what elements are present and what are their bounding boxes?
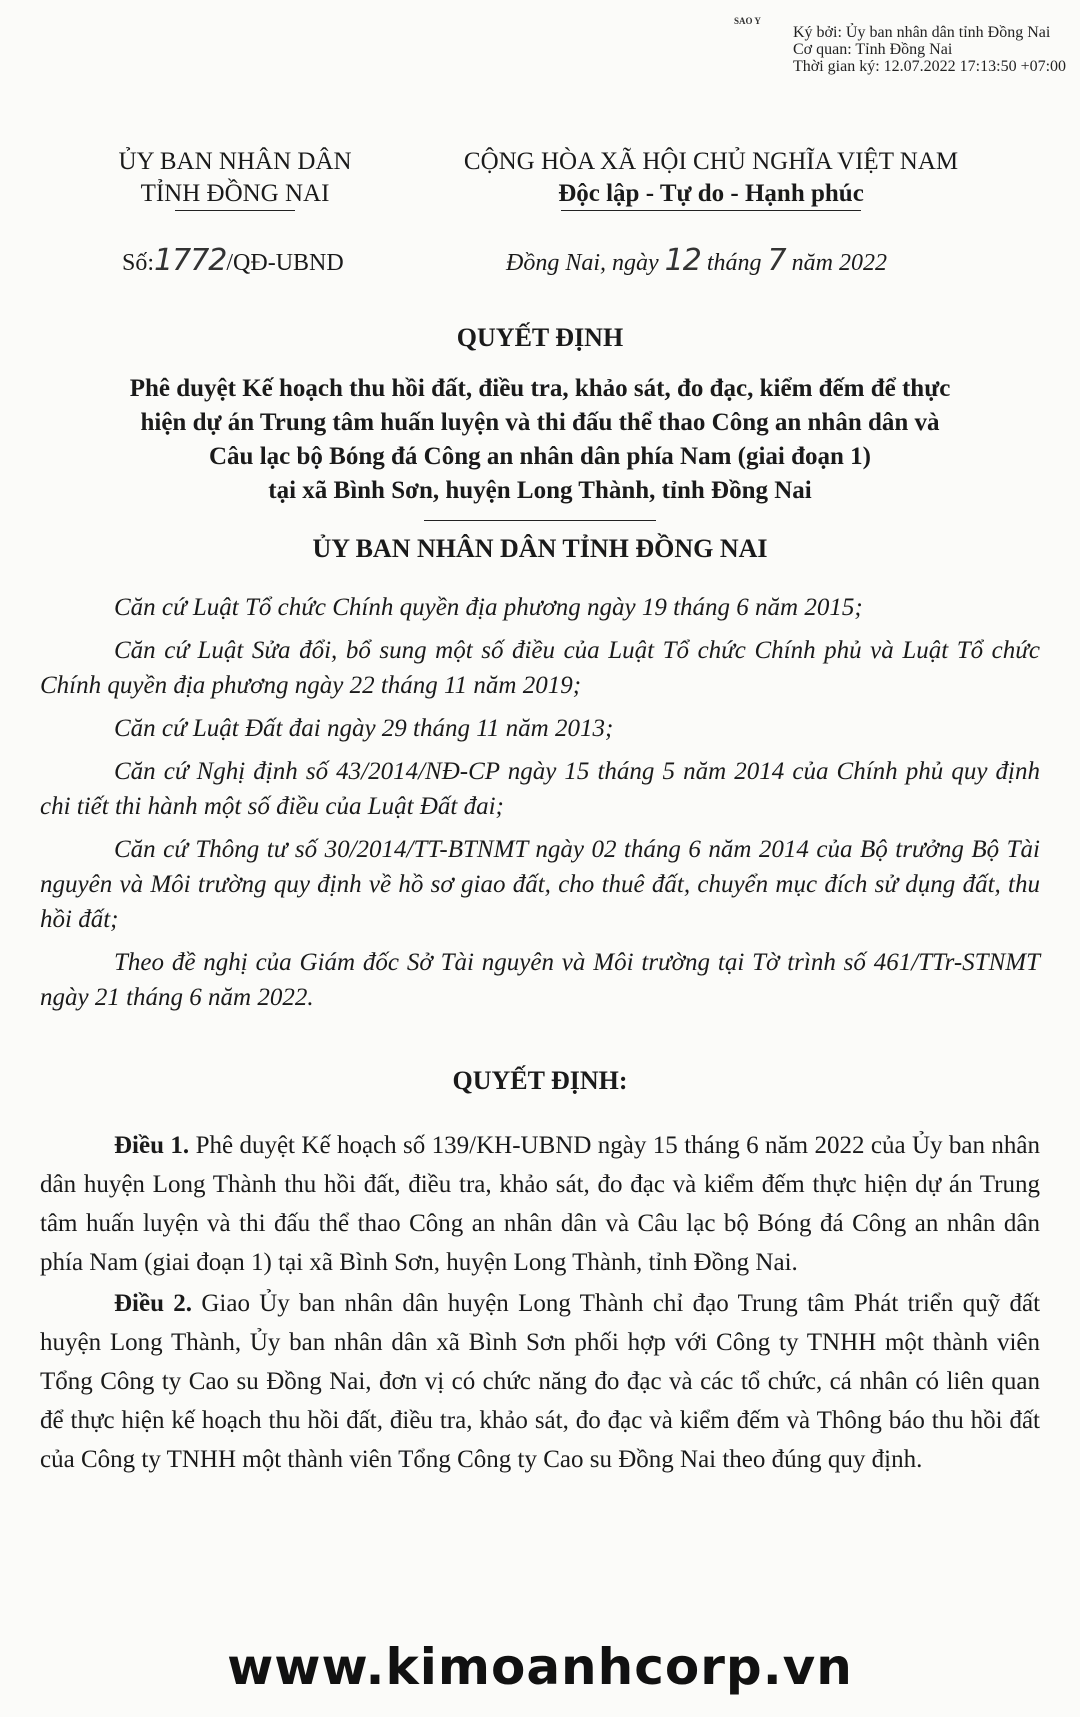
digital-signature-block — [793, 24, 1066, 75]
motto-underline — [561, 210, 861, 211]
decision-title: QUYẾT ĐỊNH: — [452, 1066, 628, 1095]
articles — [40, 1126, 1040, 1479]
basis-paragraph: Theo đề nghị của Giám đốc Sở Tài nguyên và Môi trường tại Tờ trình số 461/TTr-STNMT ngày 21 tháng 6 năm 2022. — [40, 949, 1040, 1011]
nation-line: CỘNG HÒA XÃ HỘI CHỦ NGHĨA VIỆT NAM — [463, 148, 959, 175]
article-1 — [40, 1126, 1040, 1282]
subtitle-separator — [424, 520, 656, 521]
article-label: Điều 1. — [114, 1132, 190, 1159]
article-label: Điều 2. — [114, 1290, 193, 1317]
issuer-header — [90, 146, 380, 211]
handwritten-month: 7 — [767, 243, 786, 278]
signing-time: Thời gian ký: 12.07.2022 17:13:50 +07:00 — [793, 58, 1067, 75]
copy-mark: SAO Y — [734, 16, 761, 26]
motto: Độc lập - Tự do - Hạnh phúc — [558, 180, 864, 207]
issuer-line-1: ỦY BAN NHÂN DÂN — [118, 148, 352, 175]
basis-paragraph: Căn cứ Thông tư số 30/2014/TT-BTNMT ngày 02 tháng 6 năm 2014 của Bộ trưởng Bộ Tài nguyên và Môi trường quy định về hồ sơ giao đất, cho thuê đất, chuyển mục đích sử dụng đất, thu hồi đất; — [40, 836, 1040, 933]
date-prefix: Đồng Nai, ngày — [506, 250, 659, 276]
basis-paragraph: Căn cứ Luật Đất đai ngày 29 tháng 11 năm 2013; — [114, 715, 614, 742]
issuer-line-2: TỈNH ĐỒNG NAI — [140, 180, 330, 207]
article-text: Giao Ủy ban nhân dân huyện Long Thành chỉ đạo Trung tâm Phát triển quỹ đất huyện Long Thành, Ủy ban nhân dân xã Bình Sơn phối hợp với Công ty TNHH một thành viên Tổng Công ty Cao su Đồng Nai, đơn vị có chức năng đo đạc và các tổ chức, cá nhân có liên quan để thực hiện kế hoạch thu hồi đất, điều tra, khảo sát, đo đạc và kiểm đếm và Thông báo thu hồi đất của Công ty TNHH một thành viên Tổng Công ty Cao su Đồng Nai theo đúng quy định. — [40, 1290, 1041, 1473]
basis-paragraph: Căn cứ Luật Tổ chức Chính quyền địa phương ngày 19 tháng 6 năm 2015; — [114, 594, 863, 621]
subtitle-line: hiện dự án Trung tâm huấn luyện và thi đấu thể thao Công an nhân dân và — [140, 409, 940, 436]
date-year: năm 2022 — [791, 250, 887, 276]
issuer-underline — [175, 210, 295, 211]
subtitle-line: Phê duyệt Kế hoạch thu hồi đất, điều tra, khảo sát, đo đạc, kiểm đếm để thực — [129, 375, 951, 402]
document-number — [122, 243, 344, 278]
legal-basis — [40, 590, 1040, 1015]
issuing-authority: ỦY BAN NHÂN DÂN TỈNH ĐỒNG NAI — [312, 534, 768, 563]
date-month-label: tháng — [706, 250, 762, 276]
subtitle-line: tại xã Bình Sơn, huyện Long Thành, tỉnh Đồng Nai — [268, 477, 812, 504]
number-suffix: /QĐ-UBND — [226, 250, 344, 276]
document-title: QUYẾT ĐỊNH — [456, 323, 624, 352]
article-text: Phê duyệt Kế hoạch số 139/KH-UBND ngày 15 tháng 6 năm 2022 của Ủy ban nhân dân huyện Long Thành thu hồi đất, điều tra, khảo sát, đo đạc và kiểm đếm thực hiện dự án Trung tâm huấn luyện và thi đấu thể thao Công an nhân dân và Câu lạc bộ Bóng đá Công an nhân dân phía Nam (giai đoạn 1) tại xã Bình Sơn, huyện Long Thành, tỉnh Đồng Nai. — [40, 1132, 1041, 1276]
number-prefix: Số: — [122, 250, 155, 276]
subtitle-line: Câu lạc bộ Bóng đá Công an nhân dân phía Nam (giai đoạn 1) — [209, 443, 871, 470]
signed-by: Ký bởi: Ủy ban nhân dân tỉnh Đồng Nai — [793, 24, 1051, 41]
national-header — [418, 146, 1004, 211]
document-subtitle — [40, 372, 1040, 508]
handwritten-day: 12 — [664, 243, 701, 278]
basis-paragraph: Căn cứ Nghị định số 43/2014/NĐ-CP ngày 15 tháng 5 năm 2014 của Chính phủ quy định chi tiết thi hành một số điều của Luật Đất đai; — [40, 758, 1040, 820]
date-line — [506, 243, 887, 278]
signing-agency: Cơ quan: Tỉnh Đồng Nai — [793, 41, 953, 58]
website-watermark: www.kimoanhcorp.vn — [227, 1638, 853, 1696]
basis-paragraph: Căn cứ Luật Sửa đổi, bổ sung một số điều của Luật Tổ chức Chính phủ và Luật Tổ chức Chính quyền địa phương ngày 22 tháng 11 năm 2019; — [40, 637, 1040, 699]
article-2 — [40, 1284, 1040, 1479]
handwritten-number: 1772 — [154, 243, 227, 278]
